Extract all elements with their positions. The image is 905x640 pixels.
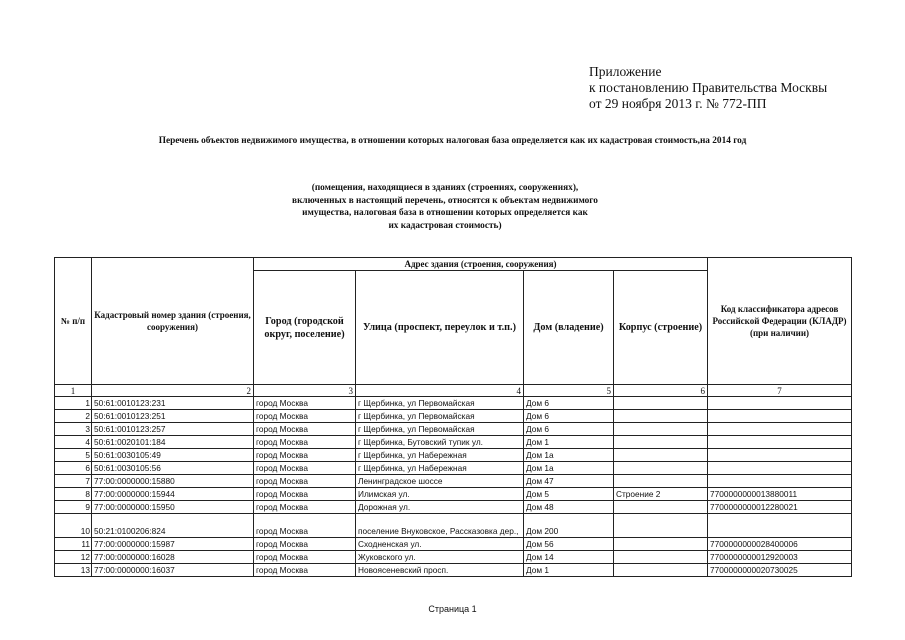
column-number: 5 xyxy=(524,385,614,397)
header-address-group: Адрес здания (строения, сооружения) xyxy=(254,258,708,271)
kladr-code xyxy=(708,462,852,475)
building-cell xyxy=(614,551,708,564)
building-cell xyxy=(614,397,708,410)
table-row xyxy=(55,488,852,501)
street-cell: Илимская ул. xyxy=(356,488,524,501)
annex-block xyxy=(589,64,827,112)
property-register-table xyxy=(54,257,852,577)
cadastral-number: 50:61:0020101:184 xyxy=(92,436,254,449)
cadastral-number: 50:61:0030105:56 xyxy=(92,462,254,475)
house-cell: Дом 56 xyxy=(524,538,614,551)
house-cell: Дом 6 xyxy=(524,410,614,423)
kladr-code xyxy=(708,423,852,436)
building-cell xyxy=(614,462,708,475)
row-number: 6 xyxy=(55,462,92,475)
house-cell: Дом 200 xyxy=(524,514,614,538)
kladr-code: 7700000000013880011 xyxy=(708,488,852,501)
row-number: 3 xyxy=(55,423,92,436)
kladr-code xyxy=(708,449,852,462)
table-row xyxy=(55,551,852,564)
kladr-code xyxy=(708,475,852,488)
cadastral-number: 77:00:0000000:16037 xyxy=(92,564,254,577)
street-cell: г Щербинка, ул Первомайская xyxy=(356,397,524,410)
subtitle-line: (помещения, находящиеся в зданиях (строениях, сооружениях), xyxy=(311,183,579,193)
cadastral-number: 77:00:0000000:15880 xyxy=(92,475,254,488)
kladr-code: 7700000000028400006 xyxy=(708,538,852,551)
city-cell: город Москва xyxy=(254,538,356,551)
street-cell: Ленинградское шоссе xyxy=(356,475,524,488)
table-row xyxy=(55,475,852,488)
building-cell xyxy=(614,423,708,436)
house-cell: Дом 14 xyxy=(524,551,614,564)
cadastral-number: 50:61:0010123:231 xyxy=(92,397,254,410)
row-number: 10 xyxy=(55,514,92,538)
row-number: 8 xyxy=(55,488,92,501)
row-number: 2 xyxy=(55,410,92,423)
street-cell: Дорожная ул. xyxy=(356,501,524,514)
cadastral-number: 50:61:0010123:251 xyxy=(92,410,254,423)
cadastral-number: 50:61:0030105:49 xyxy=(92,449,254,462)
cadastral-number: 77:00:0000000:15944 xyxy=(92,488,254,501)
document-title: Перечень объектов недвижимого имущества, в отношении которых налоговая база определяется как их кадастровая стоимость,на 2014 год xyxy=(158,136,747,146)
building-cell xyxy=(614,538,708,551)
building-cell xyxy=(614,410,708,423)
header-building: Корпус (строение) xyxy=(614,271,708,385)
kladr-code: 7700000000012280021 xyxy=(708,501,852,514)
cadastral-number: 50:61:0010123:257 xyxy=(92,423,254,436)
street-cell: г Щербинка, ул Набережная xyxy=(356,462,524,475)
kladr-code xyxy=(708,436,852,449)
city-cell: город Москва xyxy=(254,475,356,488)
row-number: 5 xyxy=(55,449,92,462)
header-kladr: Код классификатора адресов Российской Федерации (КЛАДР) (при наличии) xyxy=(708,258,852,385)
street-cell: Сходненская ул. xyxy=(356,538,524,551)
row-number: 4 xyxy=(55,436,92,449)
row-number: 7 xyxy=(55,475,92,488)
page-number: Страница 1 xyxy=(428,604,477,614)
header-cadastral: Кадастровый номер здания (строения, сооружения) xyxy=(92,258,254,385)
street-cell: г Щербинка, Бутовский тупик ул. xyxy=(356,436,524,449)
city-cell: город Москва xyxy=(254,397,356,410)
table-row xyxy=(55,397,852,410)
house-cell: Дом 1 xyxy=(524,564,614,577)
header-house: Дом (владение) xyxy=(524,271,614,385)
house-cell: Дом 48 xyxy=(524,501,614,514)
city-cell: город Москва xyxy=(254,410,356,423)
kladr-code: 7700000000012920003 xyxy=(708,551,852,564)
column-number: 2 xyxy=(92,385,254,397)
row-number: 1 xyxy=(55,397,92,410)
city-cell: город Москва xyxy=(254,551,356,564)
street-cell: г Щербинка, ул Набережная xyxy=(356,449,524,462)
city-cell: город Москва xyxy=(254,488,356,501)
column-number: 3 xyxy=(254,385,356,397)
cadastral-number: 77:00:0000000:15987 xyxy=(92,538,254,551)
annex-line-3: от 29 ноября 2013 г. № 772-ПП xyxy=(589,96,767,111)
table-row xyxy=(55,462,852,475)
header-street: Улица (проспект, переулок и т.п.) xyxy=(356,271,524,385)
row-number: 9 xyxy=(55,501,92,514)
street-cell: поселение Внуковское, Рассказовка дер., xyxy=(356,514,524,538)
header-city: Город (городской округ, поселение) xyxy=(254,271,356,385)
subtitle-line: их кадастровая стоимость) xyxy=(388,220,502,231)
row-number: 13 xyxy=(55,564,92,577)
building-cell xyxy=(614,475,708,488)
city-cell: город Москва xyxy=(254,564,356,577)
house-cell: Дом 1а xyxy=(524,462,614,475)
column-number: 6 xyxy=(614,385,708,397)
cadastral-number: 50:21:0100206:824 xyxy=(92,514,254,538)
annex-line-2: к постановлению Правительства Москвы xyxy=(589,80,828,95)
house-cell: Дом 5 xyxy=(524,488,614,501)
column-number: 1 xyxy=(55,385,92,397)
header-nn: № п/п xyxy=(55,258,92,385)
street-cell: г Щербинка, ул Первомайская xyxy=(356,410,524,423)
column-number: 7 xyxy=(708,385,852,397)
subtitle-line: включенных в настоящий перечень, относятся к объектам недвижимого xyxy=(292,195,598,206)
street-cell: г Щербинка, ул Первомайская xyxy=(356,423,524,436)
street-cell: Новоясеневский просп. xyxy=(356,564,524,577)
building-cell: Строение 2 xyxy=(614,488,708,501)
city-cell: город Москва xyxy=(254,514,356,538)
kladr-code xyxy=(708,410,852,423)
street-cell: Жуковского ул. xyxy=(356,551,524,564)
house-cell: Дом 1 xyxy=(524,436,614,449)
building-cell xyxy=(614,449,708,462)
city-cell: город Москва xyxy=(254,423,356,436)
table-row xyxy=(55,423,852,436)
table-row xyxy=(55,410,852,423)
city-cell: город Москва xyxy=(254,436,356,449)
kladr-code xyxy=(708,514,852,538)
table-row xyxy=(55,449,852,462)
table-row xyxy=(55,564,852,577)
annex-line-1: Приложение xyxy=(589,64,662,79)
row-number: 12 xyxy=(55,551,92,564)
column-number: 4 xyxy=(356,385,524,397)
city-cell: город Москва xyxy=(254,501,356,514)
city-cell: город Москва xyxy=(254,462,356,475)
house-cell: Дом 6 xyxy=(524,423,614,436)
subtitle-line: имущества, налоговая база в отношении которых определяется как xyxy=(302,208,588,218)
city-cell: город Москва xyxy=(254,449,356,462)
table-row xyxy=(55,501,852,514)
row-number: 11 xyxy=(55,538,92,551)
house-cell: Дом 1а xyxy=(524,449,614,462)
building-cell xyxy=(614,501,708,514)
kladr-code: 7700000000020730025 xyxy=(708,564,852,577)
table-row xyxy=(55,436,852,449)
document-subtitle xyxy=(240,182,650,232)
cadastral-number: 77:00:0000000:15950 xyxy=(92,501,254,514)
kladr-code xyxy=(708,397,852,410)
table-row xyxy=(55,514,852,538)
house-cell: Дом 6 xyxy=(524,397,614,410)
column-number-row xyxy=(55,385,852,397)
building-cell xyxy=(614,514,708,538)
table-row xyxy=(55,538,852,551)
cadastral-number: 77:00:0000000:16028 xyxy=(92,551,254,564)
table-body xyxy=(55,397,852,577)
building-cell xyxy=(614,436,708,449)
house-cell: Дом 47 xyxy=(524,475,614,488)
building-cell xyxy=(614,564,708,577)
